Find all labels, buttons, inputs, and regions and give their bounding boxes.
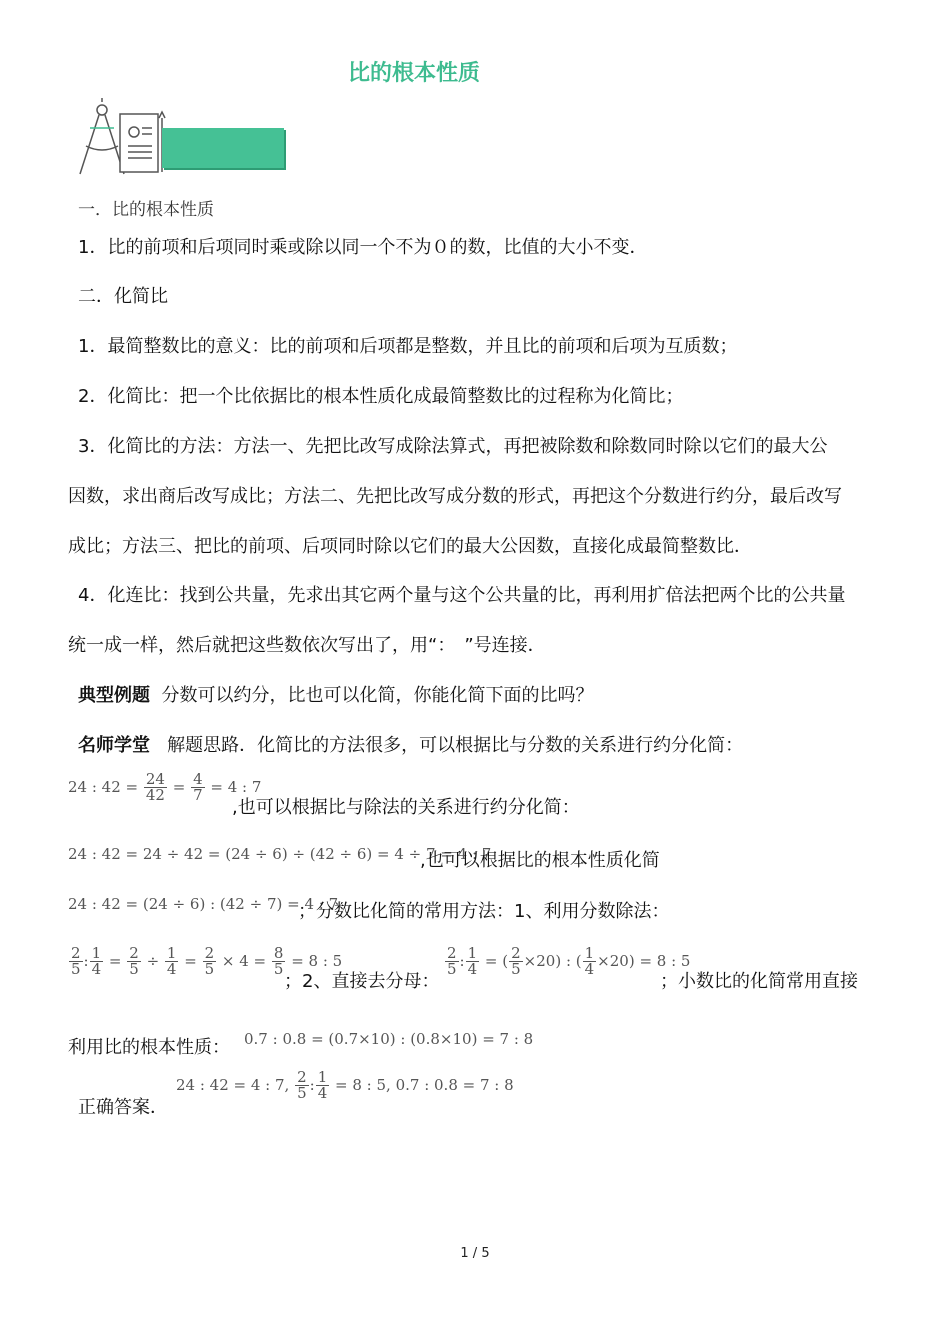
section2-item1: 1．最简整数比的意义：比的前项和后项都是整数，并且比的前项和后项为互质数； (78, 336, 738, 357)
page-title: 比的根本性质 (347, 61, 480, 86)
equation-5: $\frac{2}{5}$ : $\frac{1}{4}$ = ( $\frac{2}{5}$ ×20) : ( $\frac{1}{4}$ ×20) = 8 : 5 (447, 944, 691, 978)
solution-label: 名师学堂 (78, 735, 150, 756)
section1-item1: 1．比的前项和后项同时乘或除以同一个不为０的数，比值的大小不变． (78, 237, 648, 258)
section2-item3-line2: 因数，求出商后改写成比；方法二、先把比改写成分数的形式，再把这个分数进行约分，最后改写 (68, 486, 842, 507)
equation-3: 24 : 42 = (24 ÷ 6) : (42 ÷ 7) = 4 : 7 (68, 895, 339, 913)
equation-4: $\frac{2}{5}$ : $\frac{1}{4}$ = $\frac{2}{5}$ ÷ $\frac{1}{4}$ = $\frac{2}{5}$ × 4 = $\frac{8}{5}$ = 8 : 5 (71, 944, 343, 978)
section2-item4-line1: 4．化连比：找到公共量，先求出其它两个量与这个公共量的比，再利用扩倍法把两个比的公共量 (78, 585, 846, 606)
answer-label: 正确答案． (78, 1097, 168, 1118)
answer-equation: 24 : 42 = 4 : 7, $\frac{2}{5}$ : $\frac{1}{4}$ = 8 : 5, 0.7 : 0.8 = 7 : 8 (176, 1068, 514, 1102)
after-equation-3: ；分数比化简的常用方法：1、利用分数除法： (298, 901, 670, 922)
equation-6: 0.7 : 0.8 = (0.7×10) : (0.8×10) = 7 : 8 (244, 1030, 534, 1048)
section2-item4-line2: 统一成一样，然后就把这些数依次写出了，用“： ”号连接． (68, 635, 546, 656)
page-number: 1 / 5 (460, 1246, 490, 1261)
last-line-prefix: 利用比的根本性质： (68, 1037, 230, 1058)
equation-2: 24 : 42 = 24 ÷ 42 = (24 ÷ 6) ÷ (42 ÷ 6) = 4 ÷ 7 = 4 : 7 (68, 845, 492, 863)
solution-intro-line (78, 734, 743, 758)
example-line (78, 684, 593, 708)
example-text: 分数可以约分，比也可以化简，你能化简下面的比吗？ (161, 685, 594, 706)
after-equation-1: ,也可以根据比与除法的关系进行约分化简： (232, 797, 580, 818)
section2-item2: 2．化简比：把一个比依据比的根本性质化成最简整数比的过程称为化简比； (78, 386, 684, 407)
section2-item3-line3: 成比；方法三、把比的前项、后项同时除以它们的最大公因数，直接化成最简整数比． (68, 536, 752, 557)
banner-bar (162, 128, 284, 168)
section1-heading: 一．比的根本性质 (78, 200, 214, 220)
after-equation-2: ,也可以根据比的根本性质化简 (420, 850, 660, 871)
after-equation-5: ；小数比的化简常用直接 (660, 971, 858, 992)
after-equation-4: ；2、直接去分母： (284, 971, 440, 992)
section-banner (72, 96, 292, 180)
equation-1: 24 : 42 = $\frac{24}{42}$ = $\frac{4}{7}$ = 4 : 7 (68, 770, 262, 804)
section2-item3-line1: 3．化简比的方法：方法一、先把比改写成除法算式，再把被除数和除数同时除以它们的最大公 (78, 436, 828, 457)
solution-intro: 解题思路．化简比的方法很多，可以根据比与分数的关系进行约分化简： (167, 735, 744, 756)
example-label: 典型例题 (78, 685, 150, 706)
section2-heading: 二．化简比 (78, 286, 168, 307)
compass-icon (80, 98, 165, 174)
